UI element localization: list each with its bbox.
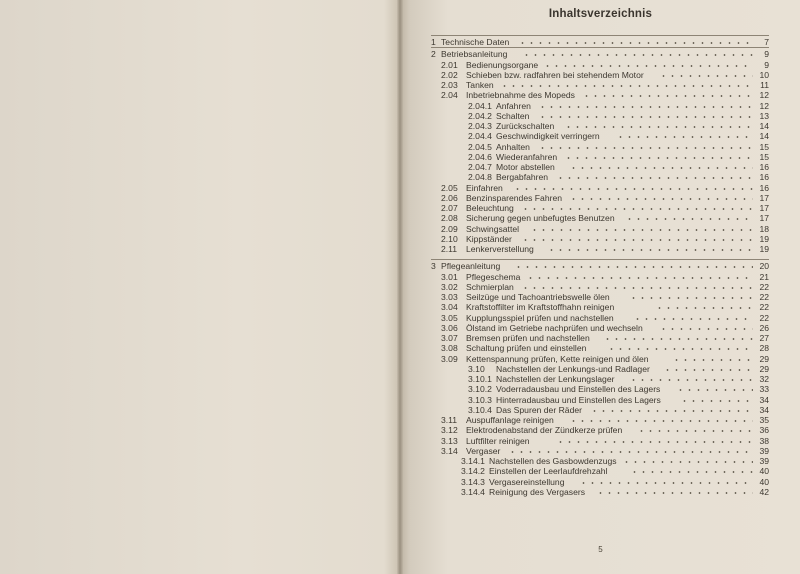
- toc-entry-page: 33: [759, 384, 769, 395]
- toc-entry: [431, 244, 769, 254]
- toc-entry-title: Bedienungsorgane: [466, 59, 539, 70]
- toc-entry-page: 35: [759, 415, 769, 425]
- page-number: 5: [598, 545, 603, 554]
- toc-entry-number: 3.05: [441, 312, 458, 323]
- toc-entry: [431, 60, 769, 70]
- toc-entry-number: 2.04: [441, 90, 458, 101]
- toc-entry-number: 3.06: [441, 322, 458, 333]
- toc-entry-number: 3.03: [441, 292, 458, 302]
- dot-leader: [569, 415, 753, 425]
- toc-entry-title: Schaltung prüfen und einstellen: [466, 343, 587, 354]
- toc-entry-page: 22: [759, 281, 769, 292]
- toc-entry-number: 3.02: [441, 281, 458, 292]
- dot-leader: [538, 142, 753, 152]
- toc-entry: [431, 213, 769, 223]
- toc-entry: [431, 466, 769, 476]
- dot-leader: [633, 313, 753, 323]
- toc-entry: [431, 111, 769, 121]
- toc-entry-number: 2.11: [441, 244, 458, 254]
- toc-chapter-entry: [431, 49, 769, 59]
- toc-entry-title: Nachstellen des Gasbowdenzugs: [489, 456, 617, 466]
- dot-leader: [659, 323, 753, 333]
- toc-entry: [431, 313, 769, 323]
- dot-leader: [530, 224, 753, 234]
- toc-entry-number: 2.04.8: [468, 172, 492, 183]
- toc-entry: [431, 193, 769, 203]
- toc-entry-page: 26: [759, 322, 769, 333]
- toc-entry-page: 22: [759, 302, 769, 313]
- toc-entry-title: Sicherung gegen unbefugtes Benutzen: [466, 213, 615, 224]
- toc-entry-page: 22: [759, 292, 769, 302]
- toc-entry-page: 18: [759, 223, 769, 234]
- toc-entry-number: 3.10.1: [468, 374, 492, 384]
- toc-chapter-entry: [431, 261, 769, 271]
- toc-entry-title: Bremsen prüfen und nachstellen: [466, 333, 590, 343]
- toc-entry: [431, 436, 769, 446]
- toc-entry-number: 3: [431, 261, 436, 272]
- toc-entry-number: 2.04.6: [468, 151, 492, 162]
- dot-leader: [564, 152, 753, 162]
- toc-entry-page: 39: [759, 445, 769, 456]
- toc-entry-number: 3.10.2: [468, 384, 492, 395]
- toc-entry-title: Auspuffanlage reinigen: [466, 415, 554, 425]
- toc-entry-page: 14: [759, 121, 769, 131]
- toc-entry-page: 12: [759, 90, 769, 101]
- toc-entry-number: 3.04: [441, 302, 458, 313]
- toc-entry-number: 2.04.2: [468, 110, 492, 121]
- toc-entry-title: Wiederanfahren: [496, 151, 558, 162]
- dot-leader: [569, 162, 754, 172]
- dot-leader: [569, 193, 753, 203]
- toc-entry-page: 15: [759, 151, 769, 162]
- toc-entry-page: 11: [760, 80, 769, 90]
- dot-leader: [521, 203, 753, 213]
- dot-leader: [500, 80, 753, 90]
- toc-entry-number: 2.10: [441, 233, 458, 244]
- toc-entry-number: 2.06: [441, 192, 458, 203]
- toc-entry-number: 3.14.3: [461, 476, 485, 487]
- toc-entry: [431, 152, 769, 162]
- toc-entry-title: Reinigung des Vergasers: [489, 486, 586, 497]
- toc-entry-title: Luftfilter reinigen: [466, 435, 530, 446]
- dot-leader: [607, 343, 753, 353]
- toc-entry: [431, 395, 769, 405]
- toc-entry-title: Schalten: [496, 110, 530, 121]
- toc-entry-title: Kippständer: [466, 233, 512, 244]
- toc-entry-title: Tanken: [466, 80, 494, 90]
- toc-chapter-entry: [431, 37, 769, 47]
- toc-entry-page: 34: [759, 404, 769, 415]
- toc-entry-number: 2.04.1: [468, 100, 492, 111]
- dot-leader: [590, 405, 753, 415]
- toc-entry-number: 3.08: [441, 343, 458, 354]
- toc-entry: [431, 302, 769, 312]
- toc-entry-title: Beleuchtung: [466, 203, 514, 213]
- dot-leader: [513, 183, 753, 193]
- dot-leader: [659, 70, 753, 80]
- toc-entry-number: 3.10.3: [468, 394, 492, 405]
- toc-entry-page: 40: [759, 476, 769, 487]
- toc-entry: [431, 70, 769, 80]
- toc-entry-number: 3.14.2: [461, 466, 485, 477]
- toc-entry: [431, 456, 769, 466]
- toc-entry: [431, 90, 769, 100]
- toc-entry-page: 13: [759, 110, 769, 121]
- toc-entry-title: Hinterradausbau und Einstellen des Lagers: [496, 394, 661, 405]
- toc-entry-number: 1: [431, 37, 436, 47]
- section-divider: [431, 47, 769, 48]
- toc-entry-number: 3.14.1: [461, 456, 485, 466]
- toc-entry-page: 20: [759, 261, 769, 272]
- toc-entry-page: 17: [759, 192, 769, 203]
- toc-entry-number: 2.04.3: [468, 121, 492, 131]
- toc-entry: [431, 343, 769, 353]
- dot-leader: [603, 333, 753, 343]
- toc-entry-title: Motor abstellen: [496, 162, 555, 172]
- toc-entry-number: 2.02: [441, 69, 458, 80]
- toc-entry-number: 2.07: [441, 203, 458, 213]
- toc-entry: [431, 425, 769, 435]
- toc-entry-title: Bergabfahren: [496, 172, 549, 183]
- dot-leader: [676, 384, 753, 394]
- toc-entry: [431, 101, 769, 111]
- toc-entry-page: 10: [759, 69, 769, 80]
- toc-entry-number: 3.13: [441, 435, 458, 446]
- dot-leader: [543, 60, 753, 70]
- toc-entry: [431, 224, 769, 234]
- dot-leader: [629, 292, 753, 302]
- table-of-contents: [431, 35, 769, 497]
- toc-entry-number: 3.10.4: [468, 404, 492, 415]
- toc-entry-page: 29: [759, 353, 769, 364]
- toc-entry-title: Voderradausbau und Einstellen des Lagers: [496, 384, 661, 395]
- toc-entry-page: 27: [759, 333, 769, 343]
- toc-entry-title: Schwingsattel: [466, 223, 520, 234]
- toc-entry-title: Vergaser: [466, 445, 501, 456]
- toc-entry: [431, 354, 769, 364]
- dot-leader: [564, 121, 753, 131]
- toc-entry-title: Ölstand im Getriebe nachprüfen und wechseln: [466, 322, 643, 333]
- dot-leader: [655, 302, 753, 312]
- toc-entry-title: Das Spuren der Räder: [496, 404, 582, 415]
- toc-entry-number: 2.04.7: [468, 162, 492, 172]
- toc-entry: [431, 292, 769, 302]
- dot-leader: [538, 111, 753, 121]
- toc-entry: [431, 477, 769, 487]
- toc-entry-number: 2.08: [441, 213, 458, 224]
- toc-entry-page: 16: [759, 182, 769, 193]
- toc-entry-page: 36: [759, 425, 769, 436]
- toc-entry-page: 15: [759, 141, 769, 152]
- toc-entry: [431, 374, 769, 384]
- toc-entry-page: 19: [759, 244, 769, 254]
- toc-title: Inhaltsverzeichnis: [548, 8, 653, 20]
- toc-entry-number: 2.04.4: [468, 131, 492, 142]
- toc-entry-number: 3.12: [441, 425, 458, 436]
- dot-leader: [508, 446, 753, 456]
- dot-leader: [616, 131, 753, 141]
- dot-leader: [629, 374, 753, 384]
- toc-entry-page: 39: [759, 456, 769, 466]
- toc-entry: [431, 364, 769, 374]
- toc-entry-number: 3.01: [441, 271, 458, 282]
- toc-entry-number: 3.14.4: [461, 486, 485, 497]
- toc-entry: [431, 405, 769, 415]
- toc-entry-title: Kupplungsspiel prüfen und nachstellen: [466, 312, 614, 323]
- toc-entry-title: Schmierplan: [466, 281, 514, 292]
- toc-entry: [431, 323, 769, 333]
- toc-entry-number: 3.14: [441, 445, 458, 456]
- toc-entry-number: 2.03: [441, 80, 458, 90]
- toc-entry-title: Zurückschalten: [496, 121, 555, 131]
- toc-entry-number: 3.07: [441, 333, 458, 343]
- toc-entry-page: 28: [759, 343, 769, 354]
- left-page: [0, 0, 399, 574]
- toc-entry-title: Schieben bzw. radfahren bei stehendem Motor: [466, 69, 644, 80]
- dot-leader: [672, 354, 753, 364]
- toc-entry: [431, 272, 769, 282]
- toc-entry-title: Inbetriebnahme des Mopeds: [466, 90, 575, 101]
- toc-entry-title: Benzinsparendes Fahren: [466, 192, 563, 203]
- toc-entry: [431, 282, 769, 292]
- toc-entry-number: 2: [431, 49, 436, 60]
- toc-entry-page: 22: [759, 312, 769, 323]
- dot-leader: [556, 436, 753, 446]
- dot-leader: [518, 37, 753, 47]
- toc-entry-title: Lenkerverstellung: [466, 244, 534, 254]
- right-page: [401, 0, 800, 574]
- toc-entry-title: Vergasereinstellung: [489, 476, 565, 487]
- section-divider: [431, 35, 769, 36]
- dot-leader: [521, 282, 753, 292]
- dot-leader: [526, 272, 753, 282]
- dot-leader: [538, 101, 753, 111]
- toc-entry-page: 32: [759, 374, 769, 384]
- toc-entry: [431, 142, 769, 152]
- toc-entry-page: 12: [759, 100, 769, 111]
- toc-entry: [431, 234, 769, 244]
- toc-entry-page: 34: [759, 394, 769, 405]
- toc-entry-number: 3.11: [441, 415, 458, 425]
- toc-entry-title: Kraftstoffilter im Kraftstoffhahn reinigen: [466, 302, 615, 313]
- toc-entry-number: 2.05: [441, 182, 458, 193]
- dot-leader: [625, 213, 754, 223]
- toc-entry-title: Nachstellen der Lenkungs-und Radlager: [496, 363, 650, 374]
- toc-entry-title: Nachstellen der Lenkungslager: [496, 374, 615, 384]
- toc-entry-page: 38: [759, 435, 769, 446]
- toc-entry-page: 21: [759, 271, 769, 282]
- dot-leader: [663, 364, 753, 374]
- toc-entry: [431, 415, 769, 425]
- toc-entry: [431, 446, 769, 456]
- toc-entry: [431, 131, 769, 141]
- toc-entry: [431, 487, 769, 497]
- toc-entry-title: Anhalten: [496, 141, 530, 152]
- toc-entry-page: 16: [759, 172, 769, 183]
- toc-entry-title: Einfahren: [466, 182, 503, 193]
- toc-entry: [431, 203, 769, 213]
- toc-entry-number: 2.04.5: [468, 141, 492, 152]
- toc-entry-page: 17: [759, 203, 769, 213]
- dot-leader: [582, 90, 754, 100]
- toc-entry-title: Elektrodenabstand der Zündkerze prüfen: [466, 425, 623, 436]
- dot-leader: [556, 172, 753, 182]
- toc-entry: [431, 162, 769, 172]
- dot-leader: [547, 244, 753, 254]
- toc-entry-page: 42: [759, 486, 769, 497]
- dot-leader: [680, 395, 753, 405]
- toc-entry-page: 17: [759, 213, 769, 224]
- toc-entry-title: Pflegeschema: [466, 271, 521, 282]
- toc-entry: [431, 183, 769, 193]
- dot-leader: [596, 487, 753, 497]
- toc-entry-title: Seilzüge und Tachoantriebswelle ölen: [466, 292, 610, 302]
- toc-entry-number: 3.09: [441, 353, 458, 364]
- toc-entry-page: 14: [759, 131, 769, 142]
- toc-entry-title: Anfahren: [496, 100, 531, 111]
- toc-entry: [431, 384, 769, 394]
- toc-entry-page: 29: [759, 363, 769, 374]
- toc-entry-number: 2.09: [441, 223, 458, 234]
- toc-entry-page: 40: [759, 466, 769, 477]
- toc-entry-title: Geschwindigkeit verringern: [496, 131, 600, 142]
- dot-leader: [622, 456, 753, 466]
- dot-leader: [521, 234, 753, 244]
- dot-leader: [514, 261, 754, 271]
- toc-entry-page: 9: [764, 59, 769, 70]
- dot-leader: [522, 49, 753, 59]
- toc-entry-number: 3.10: [468, 363, 485, 374]
- dot-leader: [630, 466, 753, 476]
- toc-entry: [431, 121, 769, 131]
- section-divider: [431, 259, 769, 260]
- toc-entry-page: 19: [759, 233, 769, 244]
- toc-entry-page: 7: [764, 37, 769, 47]
- toc-entry: [431, 333, 769, 343]
- toc-entry-page: 9: [764, 49, 769, 60]
- toc-entry: [431, 172, 769, 182]
- toc-entry-title: Technische Daten: [441, 37, 510, 47]
- toc-entry-title: Betriebsanleitung: [441, 49, 508, 60]
- toc-entry-page: 16: [759, 162, 769, 172]
- toc-entry-title: Pflegeanleitung: [441, 261, 501, 272]
- dot-leader: [579, 477, 753, 487]
- toc-entry-number: 2.01: [441, 59, 458, 70]
- toc-entry-title: Einstellen der Leerlaufdrehzahl: [489, 466, 608, 477]
- toc-entry-title: Kettenspannung prüfen, Kette reinigen und ölen: [466, 353, 649, 364]
- dot-leader: [637, 425, 753, 435]
- toc-entry: [431, 80, 769, 90]
